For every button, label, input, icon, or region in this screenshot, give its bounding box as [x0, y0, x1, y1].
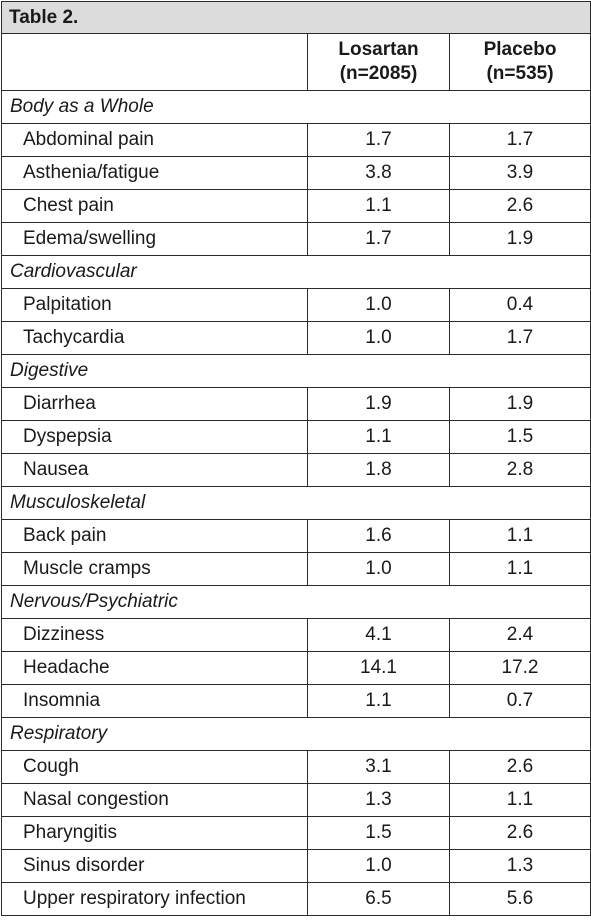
event-label-cell: Sinus disorder	[2, 850, 308, 883]
event-label-cell: Nasal congestion	[2, 784, 308, 817]
section-row	[2, 256, 591, 289]
event-label-cell: Abdominal pain	[2, 124, 308, 157]
placebo-value-cell: 2.8	[450, 454, 591, 487]
placebo-header-name: Placebo	[483, 39, 557, 60]
event-label-cell: Upper respiratory infection	[2, 883, 308, 916]
losartan-value-cell: 4.1	[308, 619, 450, 652]
table-row	[2, 784, 591, 817]
table-row	[2, 388, 591, 421]
table-row	[2, 685, 591, 718]
losartan-value-cell: 3.1	[308, 751, 450, 784]
table-row	[2, 421, 591, 454]
table-row	[2, 652, 591, 685]
losartan-value-cell: 1.7	[308, 124, 450, 157]
losartan-value-cell: 1.0	[308, 322, 450, 355]
placebo-value-cell: 1.1	[450, 553, 591, 586]
section-row	[2, 91, 591, 124]
losartan-value-cell: 3.8	[308, 157, 450, 190]
section-title: Nervous/Psychiatric	[2, 586, 591, 619]
table-row	[2, 553, 591, 586]
event-label-cell: Asthenia/fatigue	[2, 157, 308, 190]
section-title: Body as a Whole	[2, 91, 591, 124]
losartan-value-cell: 6.5	[308, 883, 450, 916]
table-row	[2, 850, 591, 883]
event-label-cell: Cough	[2, 751, 308, 784]
event-label-cell: Nausea	[2, 454, 308, 487]
section-row	[2, 586, 591, 619]
event-label-cell: Dyspepsia	[2, 421, 308, 454]
section-title: Respiratory	[2, 718, 591, 751]
event-label-cell: Tachycardia	[2, 322, 308, 355]
placebo-header-count: (n=535)	[486, 63, 554, 84]
placebo-value-cell: 1.1	[450, 784, 591, 817]
placebo-value-cell: 1.7	[450, 322, 591, 355]
section-row	[2, 355, 591, 388]
losartan-value-cell: 1.0	[308, 289, 450, 322]
table-row	[2, 520, 591, 553]
placebo-value-cell: 1.9	[450, 223, 591, 256]
placebo-value-cell: 1.3	[450, 850, 591, 883]
table-body	[2, 91, 591, 916]
table-row	[2, 751, 591, 784]
losartan-value-cell: 1.3	[308, 784, 450, 817]
table-row	[2, 289, 591, 322]
event-label-cell: Palpitation	[2, 289, 308, 322]
placebo-value-cell: 2.4	[450, 619, 591, 652]
placebo-value-cell: 1.1	[450, 520, 591, 553]
placebo-value-cell: 17.2	[450, 652, 591, 685]
placebo-value-cell: 2.6	[450, 190, 591, 223]
section-title: Cardiovascular	[2, 256, 591, 289]
placebo-value-cell: 0.7	[450, 685, 591, 718]
losartan-value-cell: 1.8	[308, 454, 450, 487]
column-header-row	[2, 34, 591, 91]
losartan-header-count: (n=2085)	[339, 63, 418, 84]
blank-header-cell	[2, 34, 308, 91]
losartan-value-cell: 1.6	[308, 520, 450, 553]
losartan-value-cell: 1.0	[308, 553, 450, 586]
placebo-value-cell: 5.6	[450, 883, 591, 916]
table-row	[2, 157, 591, 190]
losartan-value-cell: 1.7	[308, 223, 450, 256]
table-caption: Table 2.	[2, 2, 591, 34]
event-label-cell: Chest pain	[2, 190, 308, 223]
section-title: Musculoskeletal	[2, 487, 591, 520]
caption-row	[2, 2, 591, 34]
table-row	[2, 883, 591, 916]
table-row	[2, 454, 591, 487]
placebo-value-cell: 0.4	[450, 289, 591, 322]
event-label-cell: Back pain	[2, 520, 308, 553]
placebo-column-header	[450, 34, 591, 91]
section-row	[2, 718, 591, 751]
losartan-value-cell: 14.1	[308, 652, 450, 685]
table-row	[2, 817, 591, 850]
losartan-value-cell: 1.1	[308, 685, 450, 718]
event-label-cell: Pharyngitis	[2, 817, 308, 850]
losartan-column-header	[308, 34, 450, 91]
placebo-value-cell: 1.7	[450, 124, 591, 157]
event-label-cell: Diarrhea	[2, 388, 308, 421]
placebo-value-cell: 1.9	[450, 388, 591, 421]
losartan-value-cell: 1.1	[308, 190, 450, 223]
event-label-cell: Muscle cramps	[2, 553, 308, 586]
table-row	[2, 322, 591, 355]
placebo-value-cell: 2.6	[450, 817, 591, 850]
table-row	[2, 190, 591, 223]
event-label-cell: Insomnia	[2, 685, 308, 718]
placebo-value-cell: 3.9	[450, 157, 591, 190]
losartan-value-cell: 1.1	[308, 421, 450, 454]
losartan-value-cell: 1.9	[308, 388, 450, 421]
table-row	[2, 223, 591, 256]
table-row	[2, 619, 591, 652]
adverse-events-table	[1, 1, 591, 916]
event-label-cell: Dizziness	[2, 619, 308, 652]
placebo-value-cell: 2.6	[450, 751, 591, 784]
section-title: Digestive	[2, 355, 591, 388]
table-row	[2, 124, 591, 157]
losartan-value-cell: 1.5	[308, 817, 450, 850]
event-label-cell: Headache	[2, 652, 308, 685]
section-row	[2, 487, 591, 520]
placebo-value-cell: 1.5	[450, 421, 591, 454]
losartan-value-cell: 1.0	[308, 850, 450, 883]
losartan-header-name: Losartan	[338, 39, 419, 60]
event-label-cell: Edema/swelling	[2, 223, 308, 256]
